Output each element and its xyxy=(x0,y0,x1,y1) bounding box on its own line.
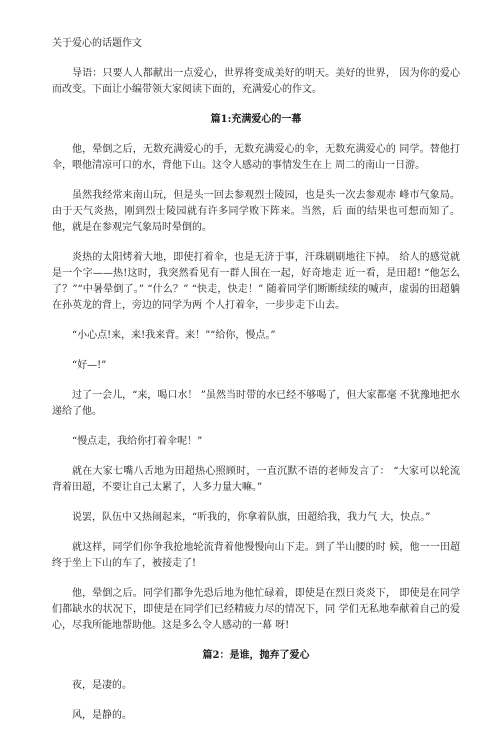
document-page xyxy=(52,36,460,738)
section-1-paragraph-11: 他，晕倒之后。同学们都争先恐后地为他忙碌着，即使是在烈日炎炎下， 即使是在同学们都缺水的状况下，即使是在同学们已经精疲力尽的情况下，同 学们无私地奉献着自己的爱心，尽我所能地帮助他。这是多么令人感动的一幕 呀! xyxy=(52,588,460,631)
section-2-paragraph-2: 风，是静的。 xyxy=(72,710,132,721)
section-2-heading: 篇2：是谁，抛弃了爱心 xyxy=(202,650,310,661)
section-1-paragraph-7: “慢点走，我给你打着伞呢！” xyxy=(72,436,203,447)
intro-paragraph: 导语：只要人人都献出一点爱心，世界将变成美好的明天。美好的世界， 因为你的爱心而改变。下面让小编带领大家阅读下面的，充满爱心的作文。 xyxy=(52,68,460,95)
section-1-paragraph-5: “好—!” xyxy=(72,360,107,371)
section-1-paragraph-2: 虽然我经常来南山玩，但是头一回去参观烈士陵园，也是头一次去参观赤 峰市气象局。由于天气炎热，刚到烈士陵园就有许多同学败下阵来。当然，后 面的结果也可想而知了。他，就是在参观完气象局时晕倒的。 xyxy=(52,190,460,233)
section-1-paragraph-8: 就在大家七嘴八舌地为田超热心照顾时，一直沉默不语的老师发言了： “大家可以轮流背着田超，不要让自己太累了，人多力量大嘛。” xyxy=(52,466,460,493)
section-1-heading: 篇1:充满爱心的一幕 xyxy=(210,114,302,125)
section-1-paragraph-3: 炎热的太阳烤着大地，即使打着伞，也是无济于事，汗珠刷刷地往下掉。 给人的感觉就是一个字——热!这时，我突然看见有一群人围在一起，好奇地走 近一看，是田超! “他怎么了？”“中暑晕倒了。” “什么？” “快走，快走！” 随着同学们断断续续的喊声，虚弱的田超躺在孙英龙的背上，旁边的同学为两 个人打着伞，一步步走下山去。 xyxy=(52,252,460,311)
section-2-paragraph-1: 夜，是凄的。 xyxy=(72,680,132,691)
section-1-paragraph-1: 他，晕倒之后，无数充满爱心的手，无数充满爱心的伞，无数充满爱心的 同学。替他打伞，喂他清凉可口的水，背他下山。这令人感动的事情发生在上 周二的南山一日游。 xyxy=(52,144,460,171)
section-1-paragraph-6: 过了一会儿，“来，喝口水！ ”虽然当时带的水已经不够喝了，但大家都毫 不犹豫地把水递给了他。 xyxy=(52,390,460,417)
document-title: 关于爱心的话题作文 xyxy=(52,38,142,49)
section-1-paragraph-10: 就这样，同学们你争我抢地轮流背着他慢慢向山下走。到了半山腰的时 候，他一一田超终于坐上下山的车了，被接走了! xyxy=(52,542,460,569)
section-1-paragraph-9: 说罢，队伍中又热闹起来，“听我的，你拿着队旗，田超给我，我力气 大，快点。” xyxy=(72,512,431,523)
section-1-paragraph-4: “小心点!来，来!我来背。来！”“给你，慢点。” xyxy=(72,330,276,341)
